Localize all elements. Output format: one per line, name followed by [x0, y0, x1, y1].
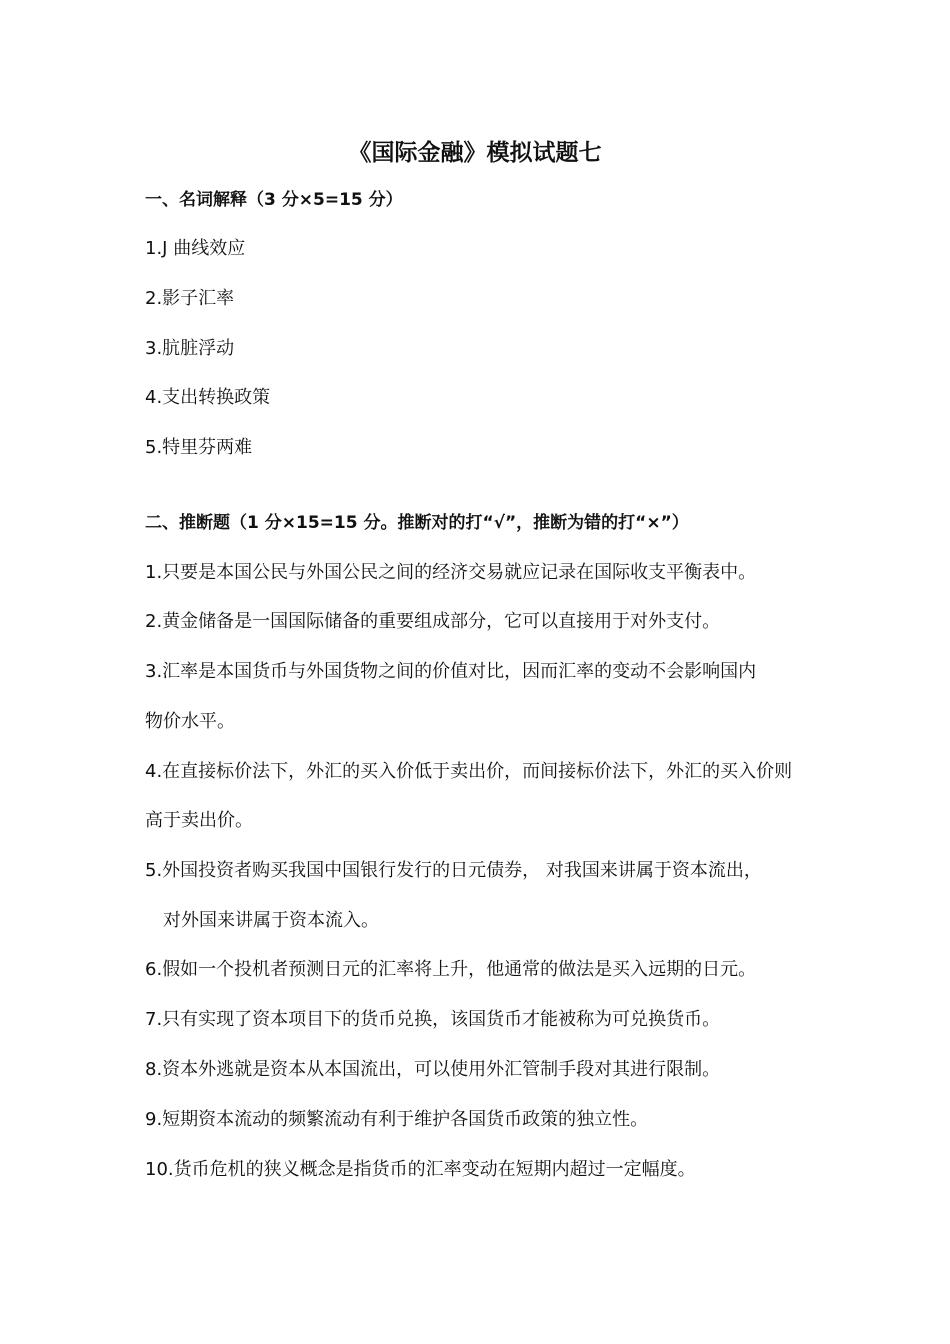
judgment-item-8: 8.资本外逃就是资本从本国流出，可以使用外汇管制手段对其进行限制。 [145, 1059, 721, 1080]
judgment-item-3-continued: 物价水平。 [145, 711, 235, 732]
judgment-item-9: 9.短期资本流动的频繁流动有利于维护各国货币政策的独立性。 [145, 1109, 649, 1130]
page-title: 《国际金融》模拟试题七 [348, 140, 602, 166]
judgment-item-3: 3.汇率是本国货币与外国货物之间的价值对比，因而汇率的变动不会影响国内 [145, 661, 757, 682]
judgment-item-10: 10.货币危机的狭义概念是指货币的汇率变动在短期内超过一定幅度。 [145, 1159, 696, 1180]
section-1-heading: 一、名词解释（3 分×5=15 分） [145, 190, 403, 210]
judgment-item-6: 6.假如一个投机者预测日元的汇率将上升，他通常的做法是买入远期的日元。 [145, 959, 757, 980]
term-item-1: 1.J 曲线效应 [145, 238, 246, 259]
judgment-item-2: 2.黄金储备是一国国际储备的重要组成部分，它可以直接用于对外支付。 [145, 611, 721, 632]
judgment-item-5-continued: 对外国来讲属于资本流入。 [163, 910, 379, 931]
judgment-item-7: 7.只有实现了资本项目下的货币兑换，该国货币才能被称为可兑换货币。 [145, 1009, 721, 1030]
term-item-3: 3.肮脏浮动 [145, 338, 235, 359]
judgment-item-5: 5.外国投资者购买我国中国银行发行的日元债券， 对我国来讲属于资本流出， [145, 860, 762, 881]
judgment-item-4: 4.在直接标价法下，外汇的买入价低于卖出价，而间接标价法下，外汇的买入价则 [145, 761, 793, 782]
term-item-4: 4.支出转换政策 [145, 387, 271, 408]
term-item-5: 5.特里芬两难 [145, 437, 253, 458]
term-item-2: 2.影子汇率 [145, 288, 235, 309]
section-2-heading: 二、推断题（1 分×15=15 分。推断对的打“√”，推断为错的打“×”） [145, 513, 689, 533]
judgment-item-1: 1.只要是本国公民与外国公民之间的经济交易就应记录在国际收支平衡表中。 [145, 562, 757, 583]
judgment-item-4-continued: 高于卖出价。 [145, 810, 253, 831]
